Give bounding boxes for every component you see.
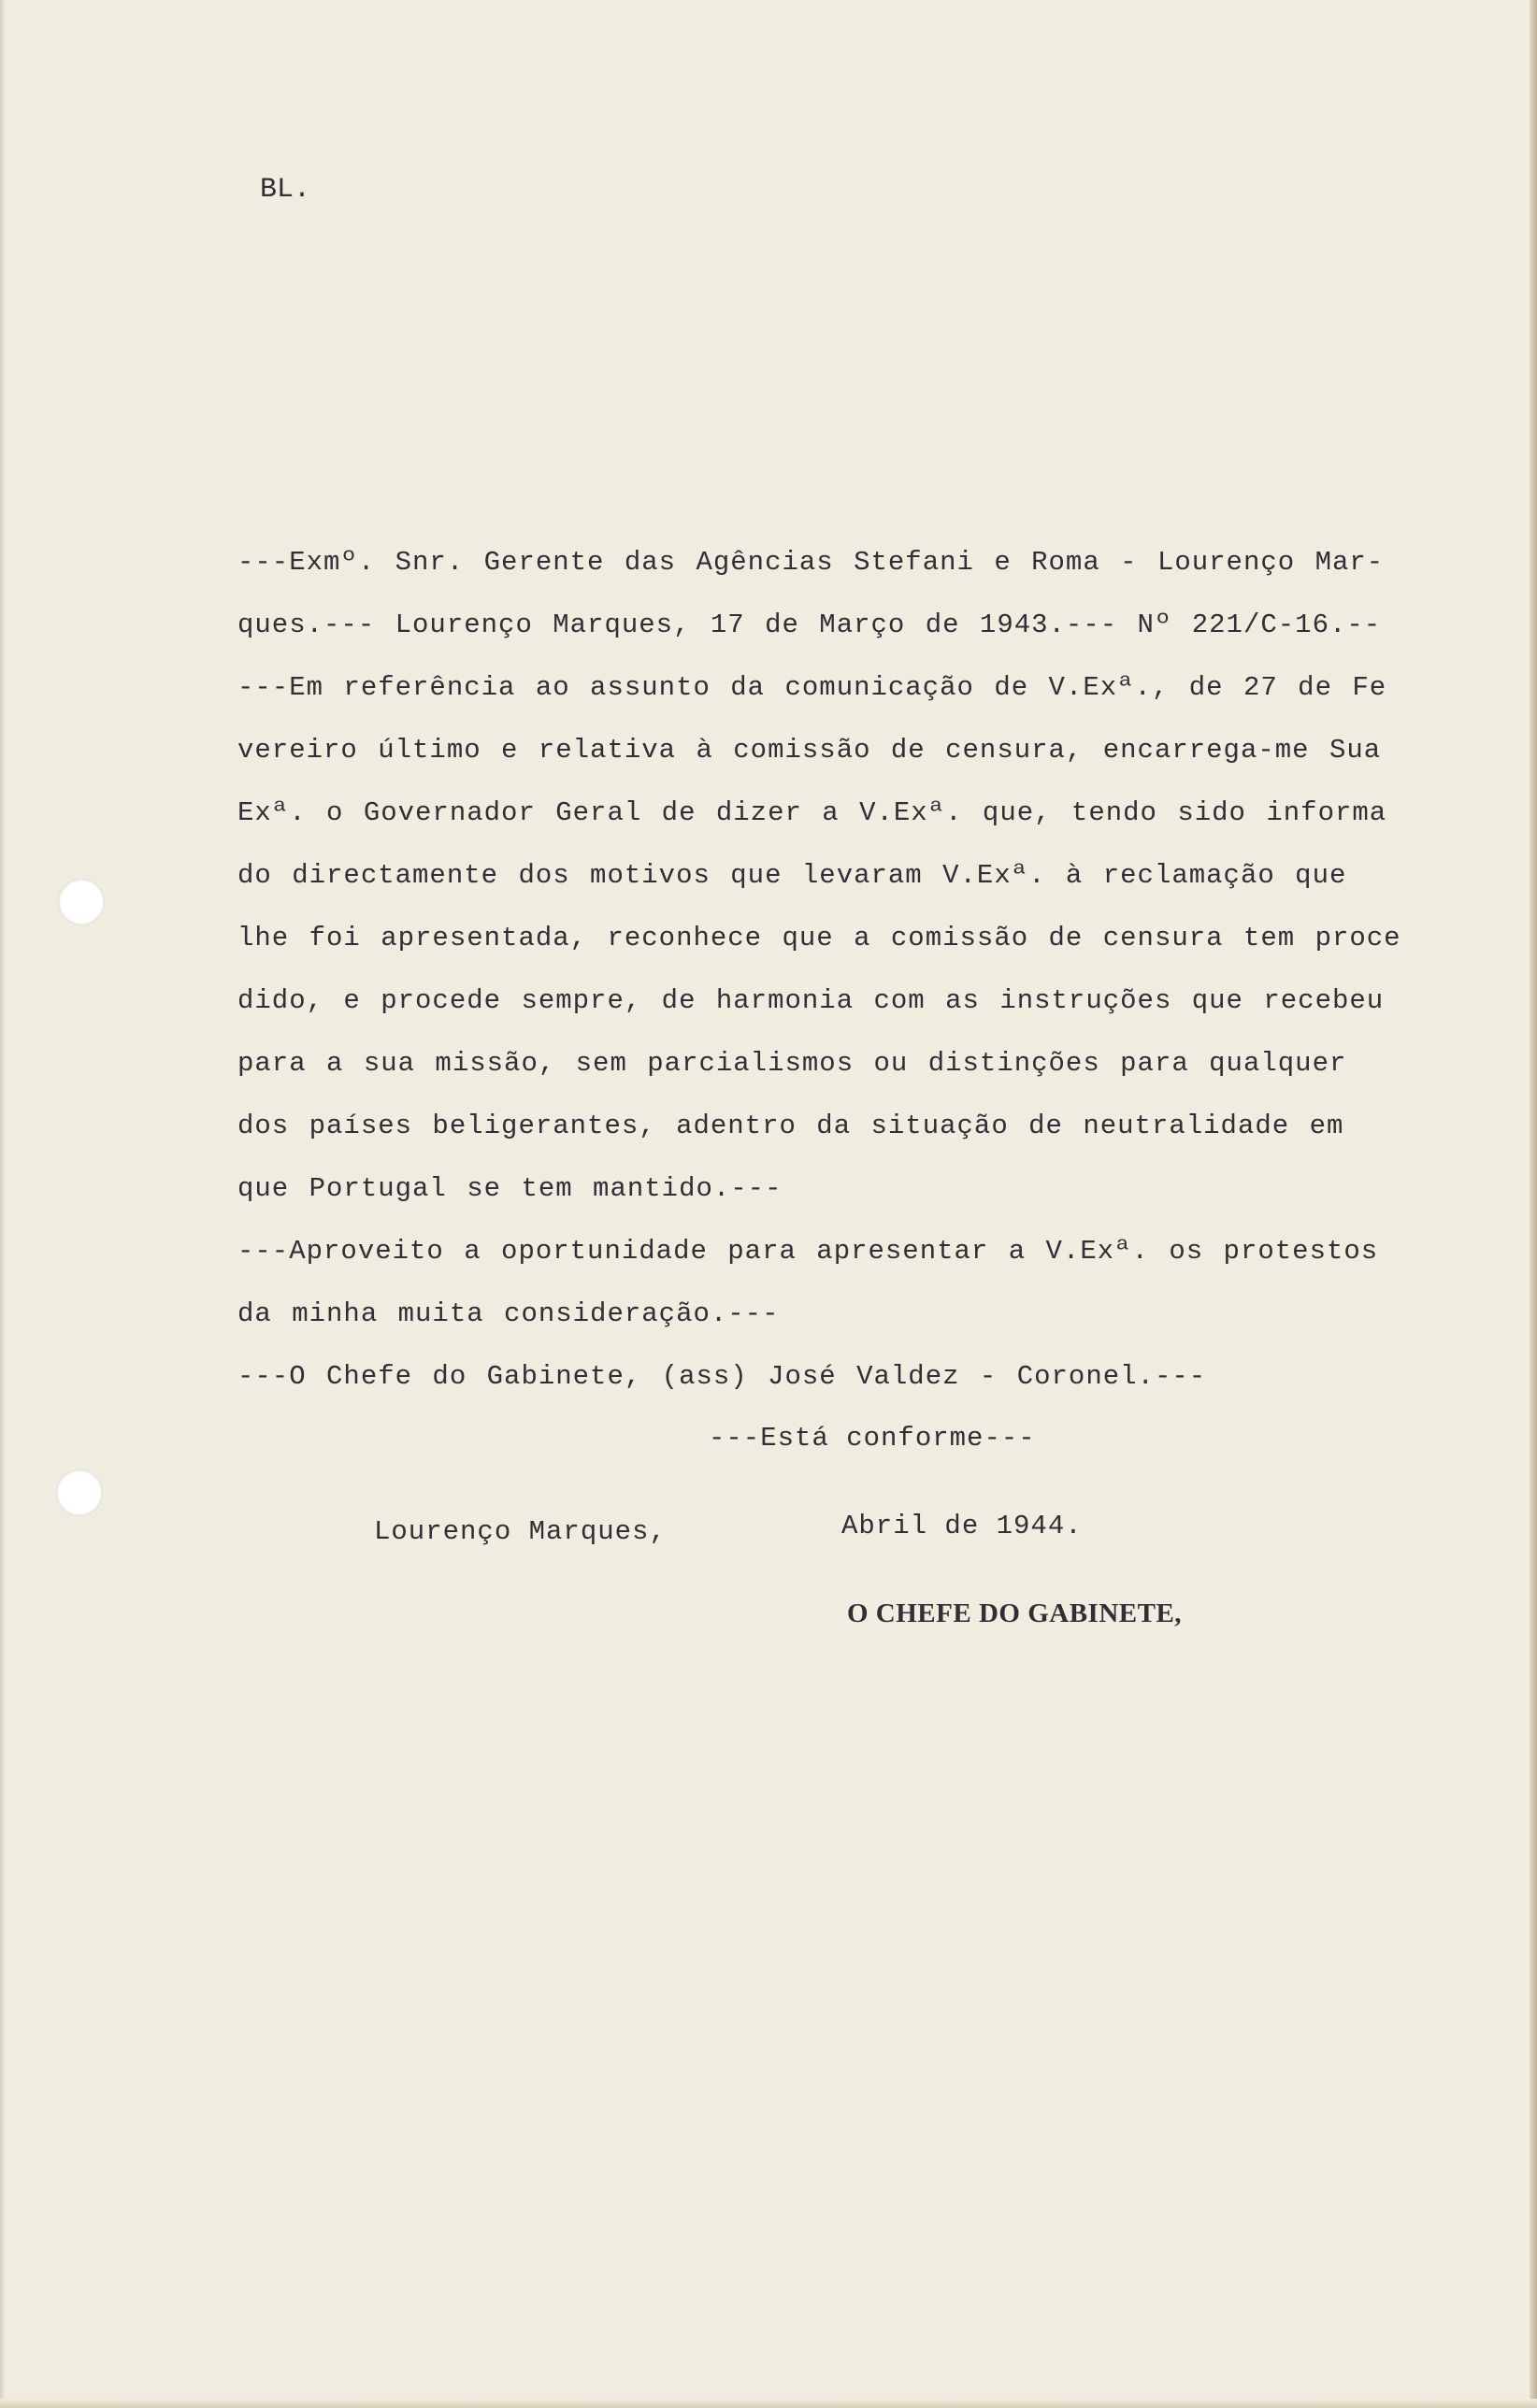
paper-edge-right <box>1530 0 1537 2408</box>
body-line: que Portugal se tem mantido.--- <box>237 1173 783 1204</box>
body-line: ---Aproveito a oportunidade para apresentar a V.Exª. os protestos <box>237 1236 1379 1267</box>
body-line: dido, e procede sempre, de harmonia com as instruções que recebeu <box>237 985 1385 1016</box>
body-line: da minha muita consideração.--- <box>237 1298 780 1329</box>
body-line: ---Exmº. Snr. Gerente das Agências Stefani e Roma - Lourenço Mar- <box>237 547 1385 578</box>
punch-hole-bottom <box>56 1469 103 1516</box>
letter-body <box>237 531 1462 1408</box>
body-line: ques.--- Lourenço Marques, 17 de Março de 1943.--- Nº 221/C-16.-- <box>237 609 1382 640</box>
body-line: lhe foi apresentada, reconhece que a comissão de censura tem proce <box>237 923 1401 953</box>
body-line: ---O Chefe do Gabinete, (ass) José Valdez - Coronel.--- <box>237 1361 1207 1392</box>
body-line: ---Em referência ao assunto da comunicação de V.Exª., de 27 de Fe <box>237 672 1387 703</box>
reference-code: BL. <box>260 174 311 206</box>
place-line: Lourenço Marques, <box>374 1516 667 1547</box>
paper-edge-left <box>0 0 6 2408</box>
body-line: Exª. o Governador Geral de dizer a V.Exª. que, tendo sido informa <box>237 797 1387 828</box>
punch-hole-top <box>58 879 105 925</box>
body-line: para a sua missão, sem parcialismos ou distinções para qualquer <box>237 1048 1347 1079</box>
date-line: Abril de 1944. <box>841 1511 1083 1541</box>
body-line: dos países beligerantes, adentro da situação de neutralidade em <box>237 1111 1344 1141</box>
signature-title: O CHEFE DO GABINETE, <box>847 1598 1183 1628</box>
certification-line: ---Está conforme--- <box>709 1423 1036 1454</box>
body-line: do directamente dos motivos que levaram V.Exª. à reclamação que <box>237 860 1347 891</box>
paper-edge-bottom <box>0 2399 1537 2408</box>
body-line: vereiro último e relativa à comissão de censura, encarrega-me Sua <box>237 735 1382 766</box>
